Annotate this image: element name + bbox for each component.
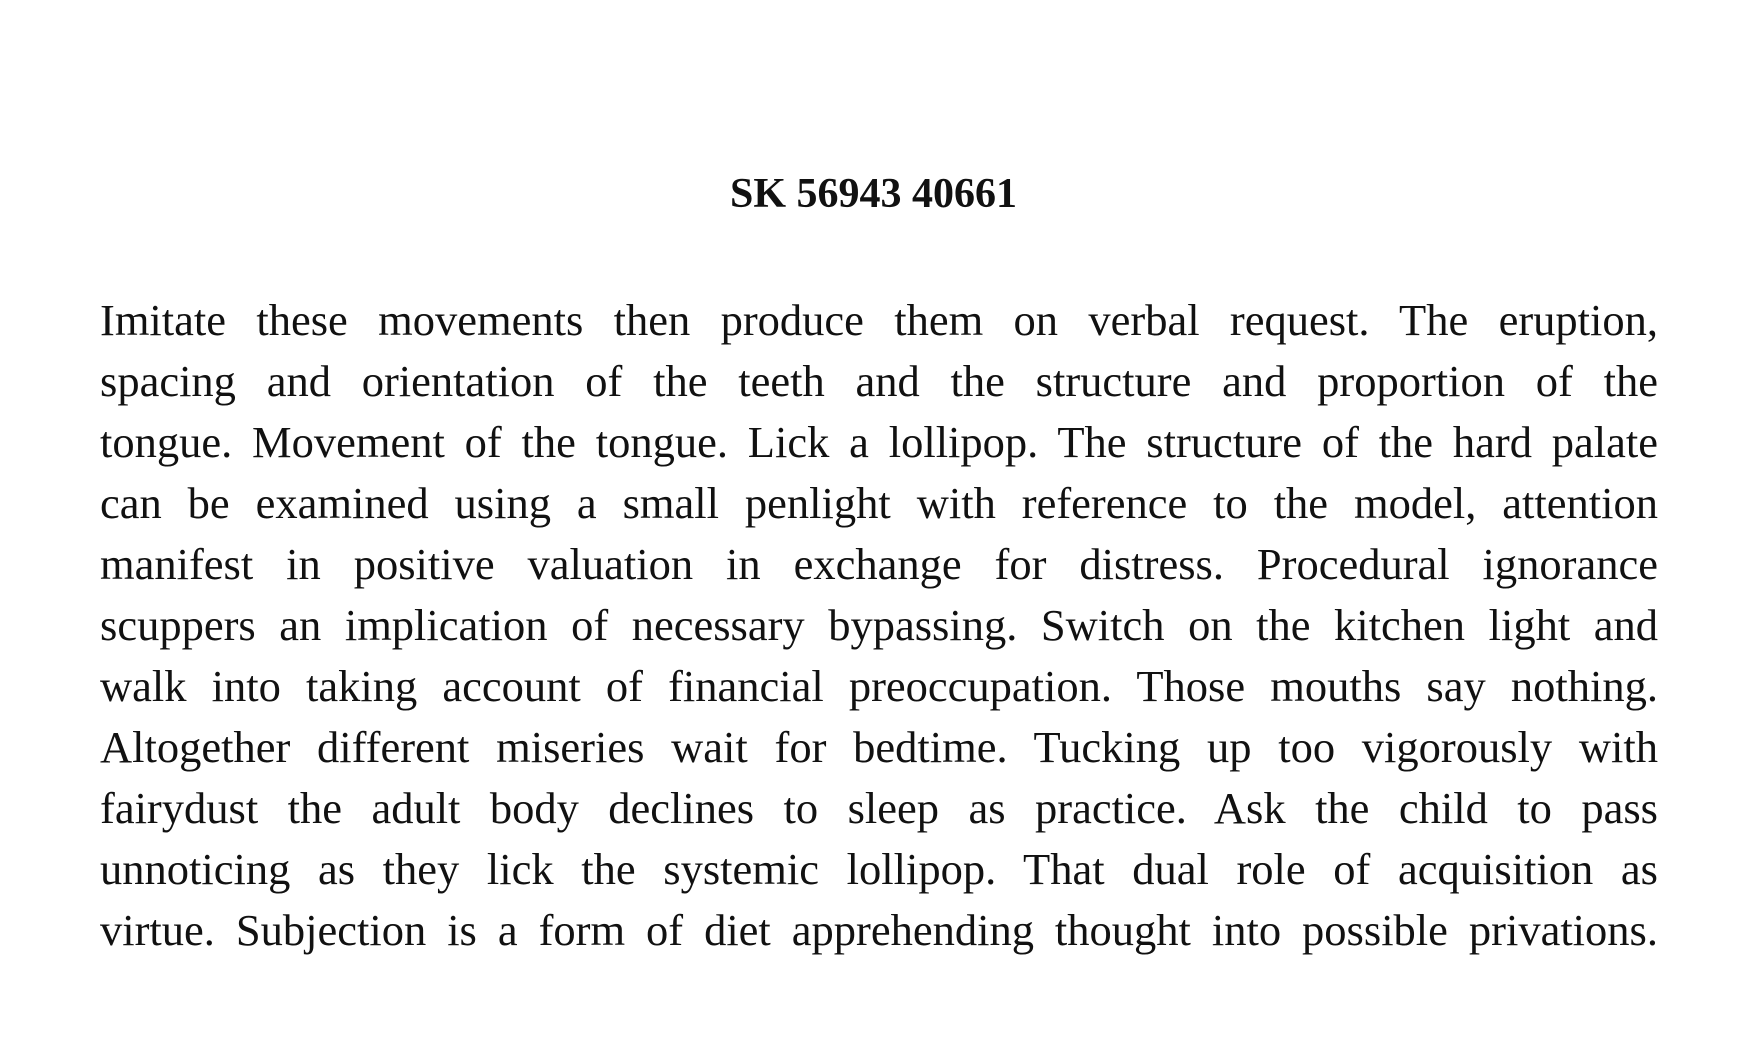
paragraph-line: walk into taking account of financial preoccupation. Those mouths say nothing. [100,661,1658,711]
body-paragraph [100,290,1658,961]
paragraph-line: tongue. Movement of the tongue. Lick a lollipop. The structure of the hard palate [100,417,1658,467]
paragraph-line: manifest in positive valuation in exchange for distress. Procedural ignorance [100,539,1658,589]
document-title: SK 56943 40661 [729,171,1018,217]
paragraph-line: can be examined using a small penlight with reference to the model, attention [100,478,1658,528]
paragraph-line: Altogether different miseries wait for bedtime. Tucking up too vigorously with [100,722,1658,772]
paragraph-line: virtue. Subjection is a form of diet apprehending thought into possible privations. [100,905,1658,955]
paragraph-line: scuppers an implication of necessary bypassing. Switch on the kitchen light and [100,600,1658,650]
paragraph-line: spacing and orientation of the teeth and the structure and proportion of the [100,356,1658,406]
paragraph-line: Imitate these movements then produce them on verbal request. The eruption, [100,295,1658,345]
paragraph-line: fairydust the adult body declines to sleep as practice. Ask the child to pass [100,783,1658,833]
paragraph-line: unnoticing as they lick the systemic lollipop. That dual role of acquisition as [100,844,1658,894]
